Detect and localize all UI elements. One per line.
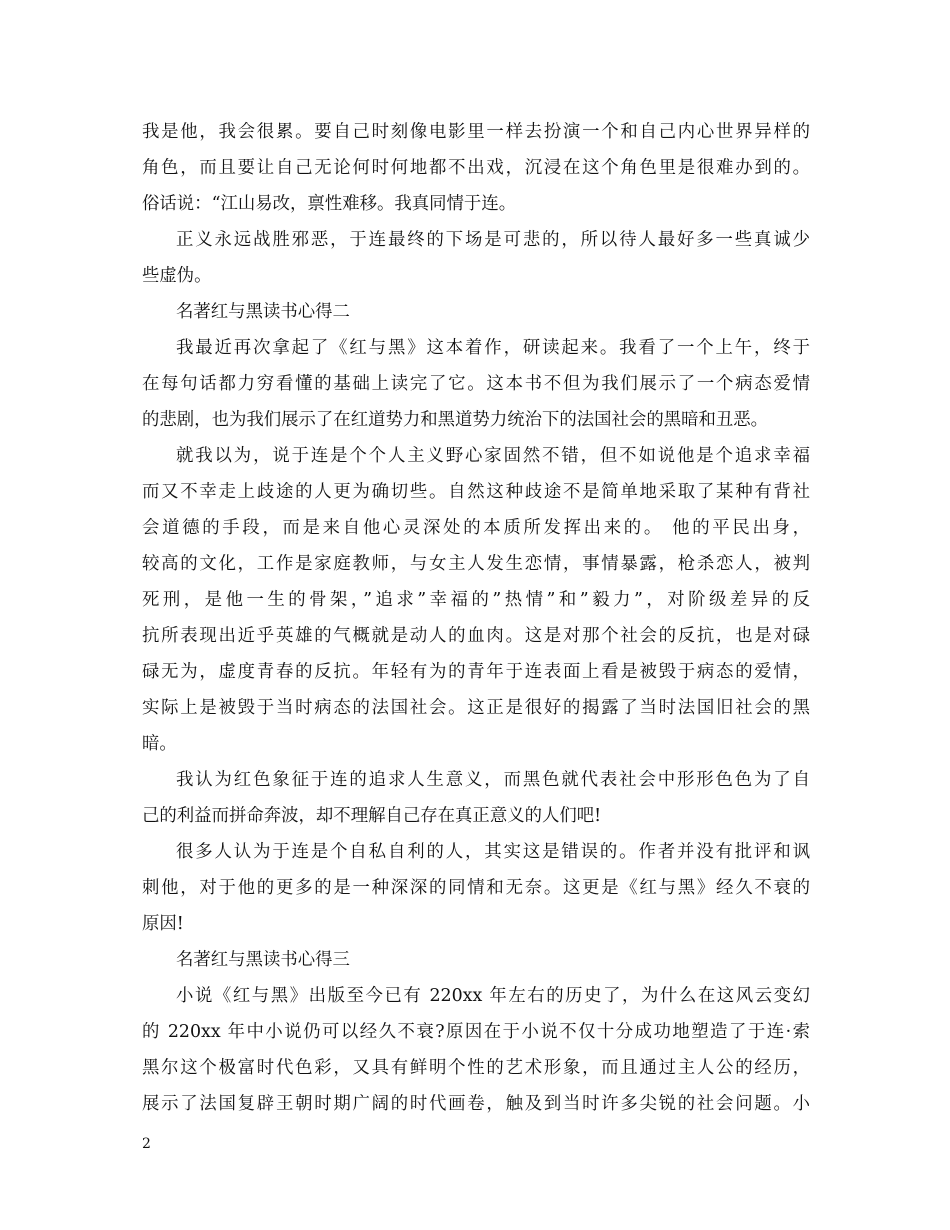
text-line: 小说《红与黑》出版至今已有 220xx 年左右的历史了，为什么在这风云变幻 bbox=[176, 986, 810, 1006]
text-line: 我是他，我会很累。要自己时刻像电影里一样去扮演一个和自己内心世界异样的 bbox=[142, 122, 810, 142]
text-line: 实际上是被毁于当时病态的法国社会。这正是很好的揭露了当时法国旧社会的黑 bbox=[142, 698, 810, 718]
text-line: 抗所表现出近乎英雄的气概就是动人的血肉。这是对那个社会的反抗，也是对碌 bbox=[142, 626, 810, 646]
text-line: 俗话说：“江山易改，禀性难移。我真同情于连。 bbox=[142, 194, 517, 214]
text-line: 而又不幸走上歧途的人更为确切些。自然这种歧途不是简单地采取了某种有背社 bbox=[142, 482, 810, 502]
text-line: 碌无为，虚度青春的反抗。年轻有为的青年于连表面上看是被毁于病态的爱情， bbox=[142, 662, 810, 682]
text-line: 角色，而且要让自己无论何时何地都不出戏，沉浸在这个角色里是很难办到的。 bbox=[142, 158, 810, 178]
page-number: 2 bbox=[142, 1136, 151, 1152]
text-line: 暗。 bbox=[142, 734, 177, 754]
text-line: 很多人认为于连是个自私自利的人，其实这是错误的。作者并没有批评和讽 bbox=[176, 842, 810, 862]
text-line: 就我以为，说于连是个个人主义野心家固然不错，但不如说他是个追求幸福 bbox=[176, 446, 810, 466]
text-line: 死刑，是他一生的骨架，”追求”幸福的”热情”和”毅力”，对阶级差异的反 bbox=[142, 590, 810, 610]
document-body bbox=[142, 114, 810, 1122]
text-line: 我认为红色象征于连的追求人生意义，而黑色就代表社会中形形色色为了自 bbox=[176, 770, 810, 790]
text-line: 己的利益而拼命奔波，却不理解自己存在真正意义的人们吧! bbox=[142, 806, 602, 826]
text-line: 在每句话都力穷看懂的基础上读完了它。这本书不但为我们展示了一个病态爱情 bbox=[142, 374, 810, 394]
section-heading: 名著红与黑读书心得二 bbox=[176, 302, 350, 322]
text-line: 的悲剧，也为我们展示了在红道势力和黑道势力统治下的法国社会的黑暗和丑恶。 bbox=[142, 410, 769, 430]
text-line: 展示了法国复辟王朝时期广阔的时代画卷，触及到当时许多尖锐的社会问题。小 bbox=[142, 1094, 810, 1114]
text-line: 的 220xx 年中小说仍可以经久不衰?原因在于小说不仅十分成功地塑造了于连·索 bbox=[142, 1022, 810, 1042]
section-heading: 名著红与黑读书心得三 bbox=[176, 950, 350, 970]
text-line: 些虚伪。 bbox=[142, 266, 212, 286]
text-line: 原因! bbox=[142, 914, 184, 934]
text-line: 会道德的手段，而是来自他心灵深处的本质所发挥出来的。 他的平民出身， bbox=[142, 518, 810, 538]
text-line: 黑尔这个极富时代色彩，又具有鲜明个性的艺术形象，而且通过主人公的经历， bbox=[142, 1058, 810, 1078]
text-line: 我最近再次拿起了《红与黑》这本着作，研读起来。我看了一个上午，终于 bbox=[176, 338, 810, 358]
text-line: 较高的文化，工作是家庭教师，与女主人发生恋情，事情暴露，枪杀恋人，被判 bbox=[142, 554, 810, 574]
text-line: 正义永远战胜邪恶，于连最终的下场是可悲的，所以待人最好多一些真诚少 bbox=[176, 230, 810, 250]
text-line: 刺他，对于他的更多的是一种深深的同情和无奈。这更是《红与黑》经久不衰的 bbox=[142, 878, 810, 898]
